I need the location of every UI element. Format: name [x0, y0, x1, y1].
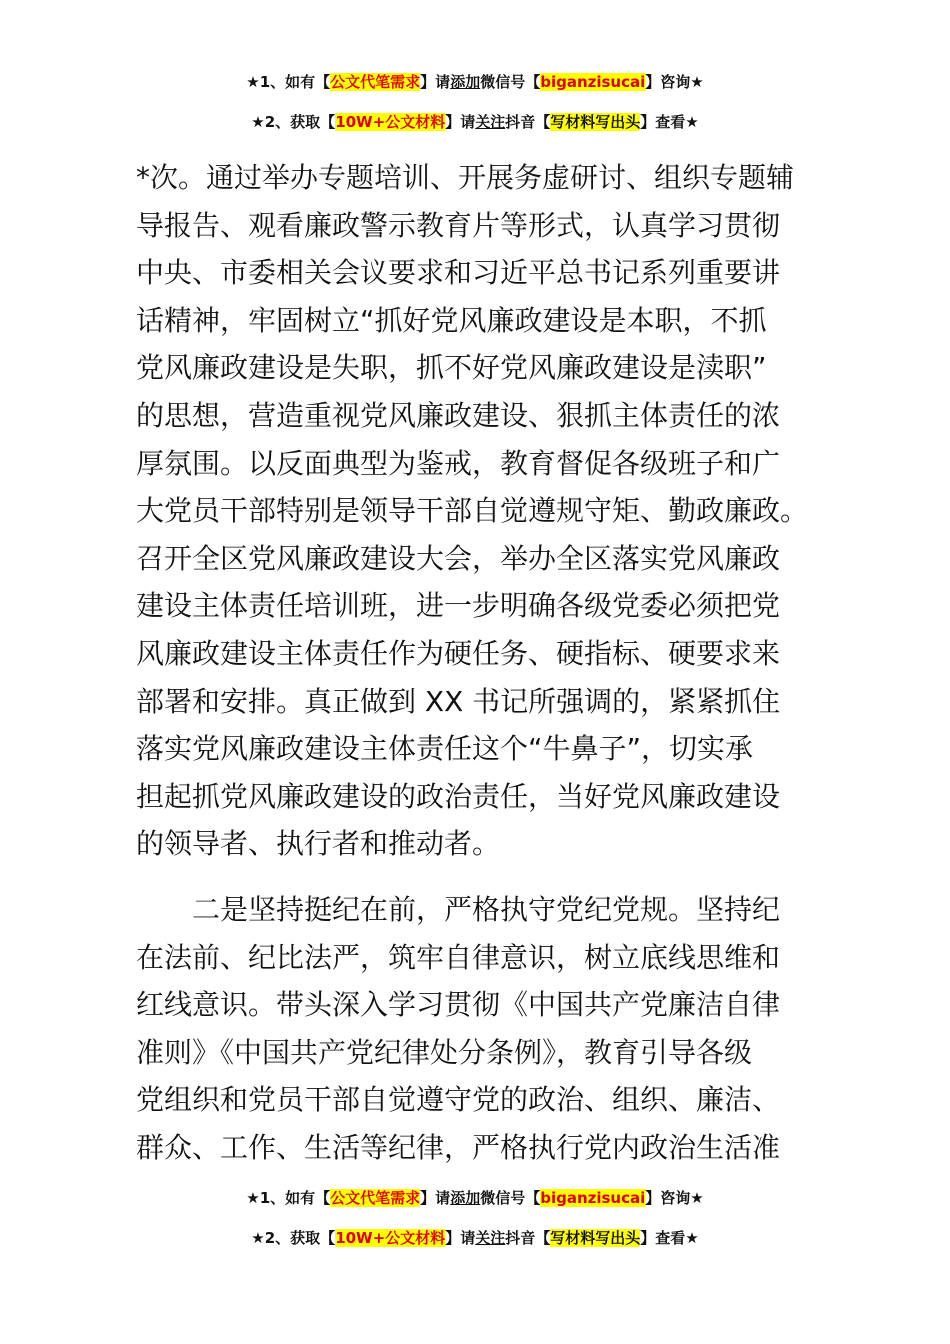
text-line: 的领导者、执行者和推动者。	[136, 827, 501, 861]
douyin-account-highlight: 写材料写出头	[550, 1229, 641, 1247]
ghostwriting-highlight: 公文代笔需求	[330, 1189, 421, 1207]
banner-text: 】请	[420, 1189, 451, 1207]
banner-prefix: ★1、如有【	[246, 1189, 331, 1207]
text-line: 党组织和党员干部自觉遵守党的政治、组织、廉洁、	[136, 1083, 781, 1117]
top-banner-line-1	[0, 72, 950, 92]
top-banner-line-2	[0, 112, 950, 132]
banner-suffix: 】查看★	[640, 113, 699, 131]
text-line: 群众、工作、生活等纪律，严格执行党内政治生活准	[136, 1130, 781, 1164]
paragraph-2	[136, 886, 826, 1172]
banner-text: 】请	[445, 1229, 476, 1247]
banner-suffix: 】咨询★	[645, 73, 704, 91]
bottom-banner-line-2	[0, 1228, 950, 1248]
text-line: 召开全区党风廉政建设大会，举办全区落实党风廉政	[136, 541, 781, 575]
text-line: 中央、市委相关会议要求和习近平总书记系列重要讲	[136, 256, 781, 290]
materials-highlight: 10W+公文材料	[335, 113, 446, 131]
text-line: 落实党风廉政建设主体责任这个“牛鼻子”，切实承	[136, 732, 754, 766]
follow-underlined: 关注	[475, 113, 506, 131]
banner-suffix: 】查看★	[640, 1229, 699, 1247]
banner-text: 】请	[445, 113, 476, 131]
text-line: 建设主体责任培训班，进一步明确各级党委必须把党	[136, 589, 781, 623]
materials-highlight: 10W+公文材料	[335, 1229, 446, 1247]
text-line: 的思想，营造重视党风廉政建设、狠抓主体责任的浓	[136, 398, 781, 432]
text-line: 在法前、纪比法严，筑牢自律意识，树立底线思维和	[136, 940, 781, 974]
text-line: 红线意识。带头深入学习贯彻《中国共产党廉洁自律	[136, 988, 781, 1022]
banner-text: 微信号【	[480, 73, 541, 91]
add-underlined: 添加	[450, 1189, 481, 1207]
text-line: *次。通过举办专题培训、开展务虚研讨、组织专题辅	[136, 161, 795, 194]
text-line: 厚氛围。以反面典型为鉴戒，教育督促各级班子和广	[136, 446, 781, 480]
text-line: 准则》《中国共产党纪律处分条例》，教育引导各级	[136, 1035, 753, 1069]
paragraph-1	[136, 154, 826, 868]
text-line: 二是坚持挺纪在前，严格执守党纪党规。坚持纪	[136, 893, 781, 926]
text-line: 话精神，牢固树立“抓好党风廉政建设是本职，不抓	[136, 303, 767, 337]
follow-underlined: 关注	[475, 1229, 506, 1247]
text-line: 党风廉政建设是失职，抓不好党风廉政建设是渎职”	[136, 351, 767, 385]
banner-text: 抖音【	[505, 1229, 551, 1247]
text-line: 风廉政建设主体责任作为硬任务、硬指标、硬要求来	[136, 636, 781, 670]
banner-prefix: ★2、获取【	[251, 113, 336, 131]
banner-prefix: ★1、如有【	[246, 73, 331, 91]
wechat-id-highlight: biganzisucai	[540, 73, 646, 91]
douyin-account-highlight: 写材料写出头	[550, 113, 641, 131]
text-line: 大党员干部特别是领导干部自觉遵规守矩、勤政廉政。	[136, 494, 809, 528]
banner-text: 】请	[420, 73, 451, 91]
banner-suffix: 】咨询★	[645, 1189, 704, 1207]
text-line: 担起抓党风廉政建设的政治责任，当好党风廉政建设	[136, 779, 781, 813]
text-line: 部署和安排。真正做到 XX 书记所强调的，紧紧抓住	[136, 684, 781, 718]
wechat-id-highlight: biganzisucai	[540, 1189, 646, 1207]
banner-text: 抖音【	[505, 113, 551, 131]
banner-prefix: ★2、获取【	[251, 1229, 336, 1247]
add-underlined: 添加	[450, 73, 481, 91]
banner-text: 微信号【	[480, 1189, 541, 1207]
text-line: 导报告、观看廉政警示教育片等形式，认真学习贯彻	[136, 208, 781, 242]
ghostwriting-highlight: 公文代笔需求	[330, 73, 421, 91]
bottom-banner-line-1	[0, 1188, 950, 1208]
